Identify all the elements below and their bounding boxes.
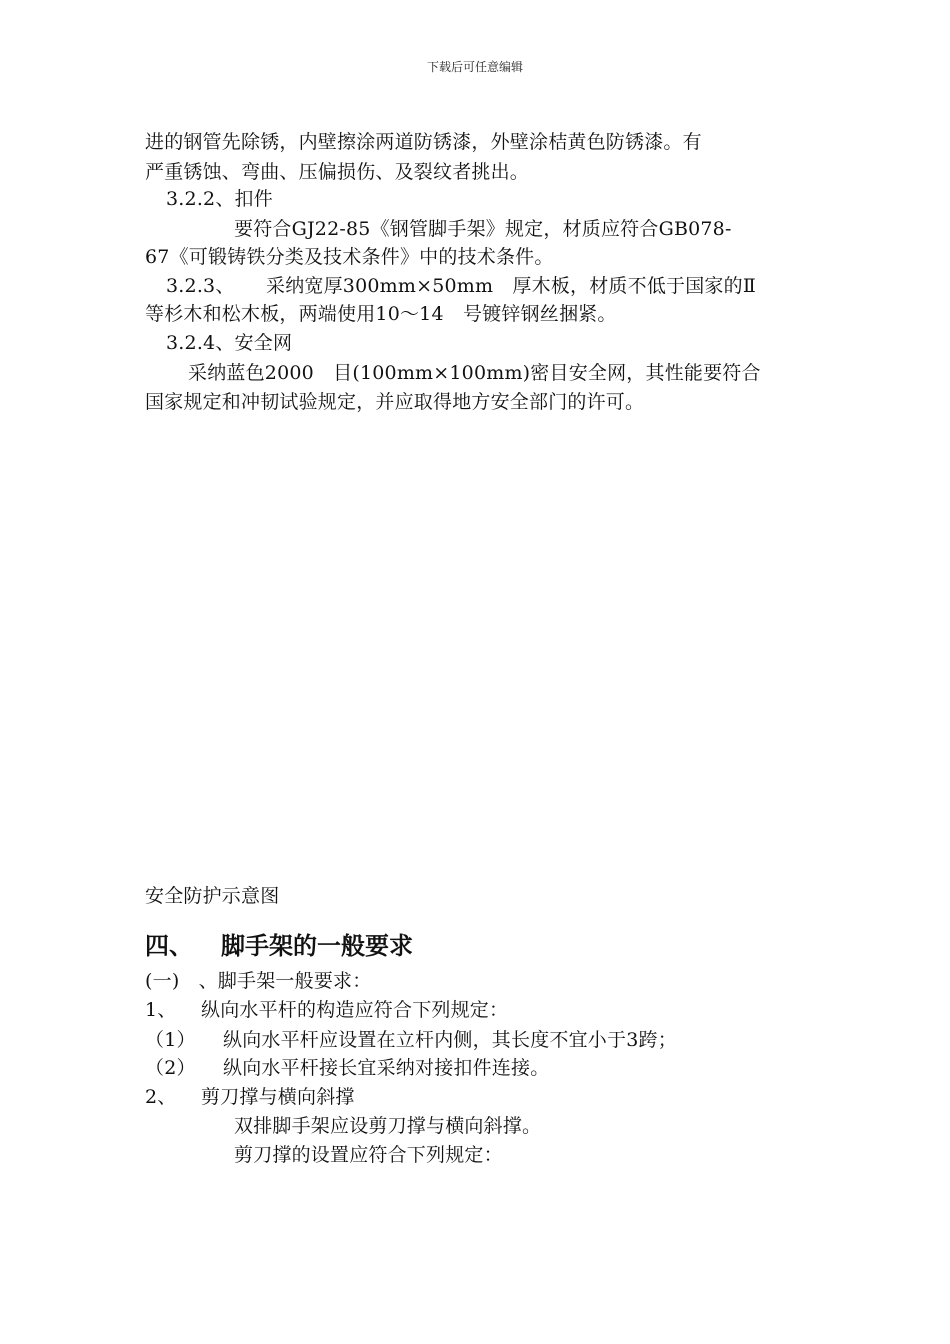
paragraph-line: 要符合GJ22-85《钢管脚手架》规定，材质应符合GB078- [234,218,732,240]
section-3-2-2-title: 3.2.2、扣件 [166,188,273,210]
paragraph-line: 双排脚手架应设剪刀撑与横向斜撑。 [234,1115,542,1137]
figure-caption: 安全防护示意图 [145,885,280,907]
list-item-text: 纵向水平杆应设置在立杆内侧，其长度不宜小于3跨； [223,1029,677,1051]
subsection-heading: (一) 、脚手架一般要求： [145,970,372,992]
section-4-number: 四、 [145,932,193,960]
section-3-2-3-text: 采纳宽厚300mm×50mm 厚木板，材质不低于国家的Ⅱ [266,275,756,297]
list-item-number: （2） [145,1057,196,1079]
paragraph-line: 严重锈蚀、弯曲、压偏损伤、及裂纹者挑出。 [145,161,530,183]
list-item [145,1000,508,1020]
section-3-2-3-number: 3.2.3、 [166,275,235,297]
page-header-note: 下载后可任意编辑 [426,60,523,74]
list-item-text: 剪刀撑与横向斜撑 [201,1086,355,1108]
list-item [145,1087,355,1107]
list-item-number: （1） [145,1029,196,1051]
section-4-title: 脚手架的一般要求 [221,932,413,960]
paragraph-line: 等杉木和松木板，两端使用10～14 号镀锌钢丝捆紧。 [145,303,617,325]
section-4-heading [145,926,413,961]
list-item-number: 2、 [145,1086,177,1108]
paragraph-line: 进的钢管先除锈，内壁擦涂两道防锈漆，外壁涂桔黄色防锈漆。有 [145,131,702,153]
section-3-2-3-line [166,276,756,296]
section-3-2-4-title: 3.2.4、安全网 [166,332,293,354]
list-item-text: 纵向水平杆的构造应符合下列规定： [201,999,509,1021]
list-item [145,1058,549,1078]
paragraph-line: 剪刀撑的设置应符合下列规定： [234,1144,503,1166]
list-item-number: 1、 [145,999,177,1021]
paragraph-line: 国家规定和冲韧试验规定，并应取得地方安全部门的许可。 [145,391,645,413]
paragraph-line: 67《可锻铸铁分类及技术条件》中的技术条件。 [145,246,554,268]
list-item-text: 纵向水平杆接长宜采纳对接扣件连接。 [223,1057,550,1079]
paragraph-line: 采纳蓝色2000 目(100mm×100mm)密目安全网，其性能要符合 [188,362,761,384]
list-item [145,1030,677,1050]
